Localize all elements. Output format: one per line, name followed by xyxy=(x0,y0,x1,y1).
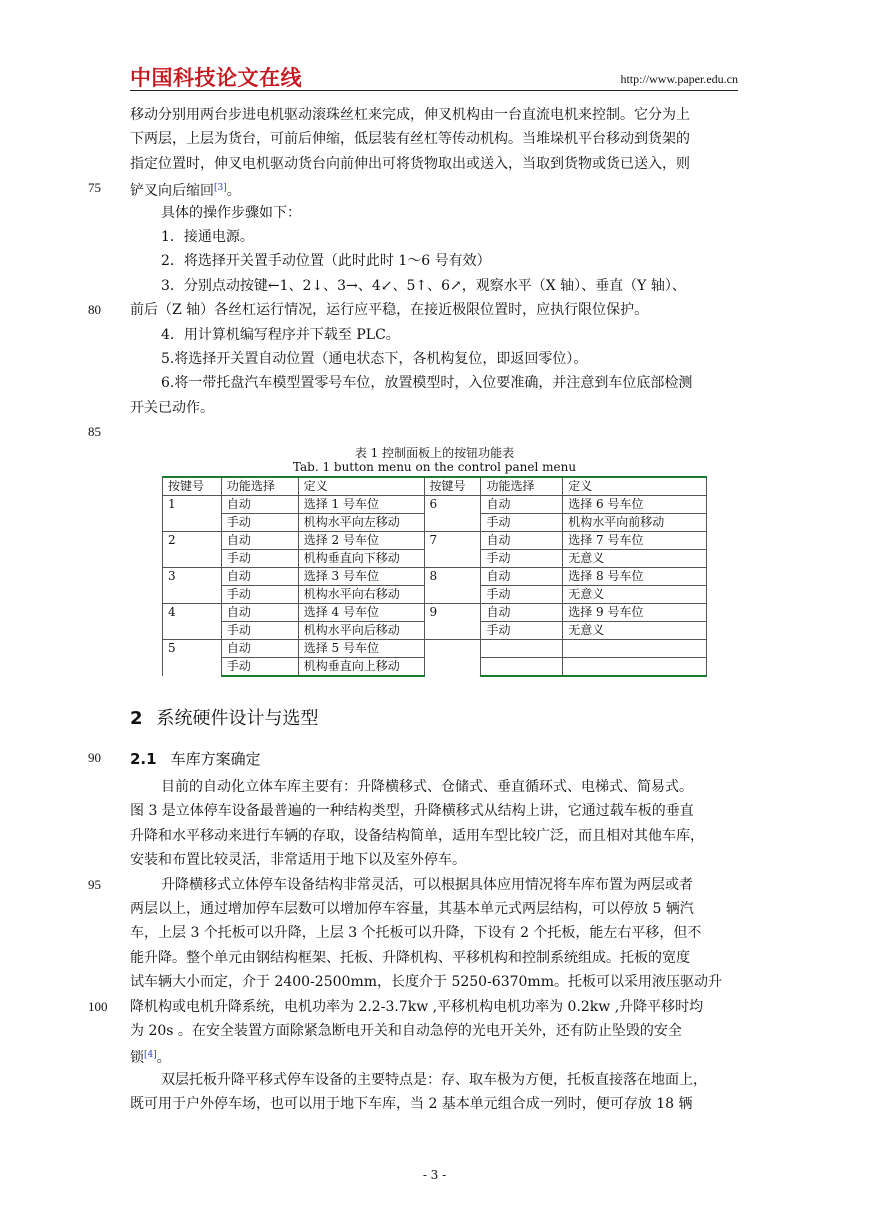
text-line-content: 具体的操作步骤如下： xyxy=(161,204,301,221)
text-line-content: 升降和水平移动来进行车辆的存取，设备结构简单，适用车型比较广泛，而且相对其他车库， xyxy=(130,827,704,844)
table-cell: 选择 7 号车位 xyxy=(563,532,707,550)
table-cell: 自动 xyxy=(221,568,298,586)
text-line-content: 铲叉向后缩回 xyxy=(130,183,214,200)
line-number: 75 xyxy=(88,180,101,196)
key-number-cell: 2 xyxy=(163,532,222,568)
table-cell: 自动 xyxy=(221,640,298,658)
table-cell xyxy=(563,658,707,677)
text-line xyxy=(130,900,694,918)
table-cell: 手动 xyxy=(221,658,298,677)
text-line xyxy=(130,1022,682,1040)
table-header-cell: 功能选择 xyxy=(221,477,298,496)
text-line xyxy=(161,1071,707,1089)
table-cell: 手动 xyxy=(481,514,563,532)
text-line-content: 6.将一带托盘汽车模型置零号车位，放置模型时，入位要准确，并注意到车位底部检测 xyxy=(161,375,693,392)
text-line xyxy=(161,876,693,894)
text-line-content: 降机构或电机升降系统，电机功率为 2.2-3.7kw ,平移机构电机功率为 0.2kw ,升降平移时均 xyxy=(130,998,704,1015)
text-line xyxy=(161,277,686,295)
citation-link[interactable]: [4] xyxy=(144,1050,157,1061)
table-cell: 手动 xyxy=(221,622,298,640)
table-cell: 选择 6 号车位 xyxy=(563,496,707,514)
table-cell: 机构垂直向上移动 xyxy=(298,658,424,677)
subsection-number: 2.1 xyxy=(130,750,157,768)
text-line xyxy=(130,301,648,319)
text-line-content: 4．用计算机编写程序并下载至 PLC。 xyxy=(161,326,400,343)
table-cell: 无意义 xyxy=(563,586,707,604)
key-number-cell: 3 xyxy=(163,568,222,604)
button-function-table xyxy=(162,476,707,677)
table-cell: 选择 8 号车位 xyxy=(563,568,707,586)
text-line xyxy=(130,924,701,942)
text-line-content: 开关已动作。 xyxy=(130,399,214,416)
text-line xyxy=(161,350,587,368)
table-cell: 自动 xyxy=(481,604,563,622)
table-cell: 手动 xyxy=(221,586,298,604)
table-header-cell: 按键号 xyxy=(424,477,481,496)
text-line xyxy=(130,1046,171,1067)
key-number-cell: 6 xyxy=(424,496,481,532)
text-line xyxy=(130,1095,693,1113)
citation-link[interactable]: [3] xyxy=(214,183,227,194)
table-cell: 选择 9 号车位 xyxy=(563,604,707,622)
text-line-content: 图 3 是立体停车设备最普遍的一种结构类型，升降横移式从结构上讲，它通过载车板的垂直 xyxy=(130,803,694,820)
key-number-cell: 5 xyxy=(163,640,222,677)
table-cell: 手动 xyxy=(481,550,563,568)
line-number: 85 xyxy=(88,424,101,440)
table-cell: 选择 5 号车位 xyxy=(298,640,424,658)
table-header-cell: 定义 xyxy=(298,477,424,496)
table-cell xyxy=(481,640,563,658)
text-line-content: 安装和布置比较灵活，非常适用于地下以及室外停车。 xyxy=(130,852,466,869)
text-line-content: 锁 xyxy=(130,1050,144,1067)
table-header-row xyxy=(163,477,707,496)
text-line xyxy=(130,998,703,1016)
table-cell: 手动 xyxy=(221,514,298,532)
text-line-content: 试车辆大小而定，介于 2400-2500mm，长度介于 5250-6370mm。托板可以采用液压驱动升 xyxy=(130,974,722,991)
section-title: 系统硬件设计与选型 xyxy=(156,708,319,729)
text-line xyxy=(130,802,694,820)
table-row xyxy=(163,496,707,514)
table-cell: 自动 xyxy=(481,496,563,514)
table-cell: 自动 xyxy=(481,532,563,550)
table-cell: 手动 xyxy=(481,622,563,640)
table-caption-cn: 表 1 控制面板上的按钮功能表 xyxy=(354,446,515,460)
text-line xyxy=(161,228,254,246)
table-row xyxy=(163,532,707,550)
text-line-content: 1．接通电源。 xyxy=(161,229,254,245)
table-cell: 自动 xyxy=(221,532,298,550)
table-cell: 选择 2 号车位 xyxy=(298,532,424,550)
text-line xyxy=(130,106,690,124)
page-header xyxy=(130,62,738,91)
text-line-content: 5.将选择开关置自动位置（通电状态下，各机构复位，即返回零位）。 xyxy=(161,351,588,367)
table-header-cell: 按键号 xyxy=(163,477,222,496)
text-line-tail: 。 xyxy=(156,1050,171,1067)
text-line xyxy=(130,399,214,417)
text-line xyxy=(130,155,690,173)
key-number-cell: 8 xyxy=(424,568,481,604)
table-cell: 自动 xyxy=(221,496,298,514)
text-line-content: 两层以上，通过增加停车层数可以增加停车容量，其基本单元式两层结构，可以停放 5 辆汽 xyxy=(130,901,694,917)
key-number-cell xyxy=(424,640,481,677)
line-number: 100 xyxy=(88,998,108,1014)
section-heading xyxy=(130,704,319,730)
text-line-content: 升降横移式立体停车设备结构非常灵活，可以根据具体应用情况将车库布置为两层或者 xyxy=(161,876,693,893)
key-number-cell: 4 xyxy=(163,604,222,640)
table-header-cell: 功能选择 xyxy=(481,477,563,496)
table-cell: 手动 xyxy=(221,550,298,568)
text-line-tail: 。 xyxy=(226,183,241,200)
section-number: 2 xyxy=(130,708,143,729)
text-line-content: 能升降。整个单元由钢结构框架、托板、升降机构、平移机构和控制系统组成。托板的宽度 xyxy=(130,949,690,966)
site-url[interactable]: http://www.paper.edu.cn xyxy=(620,72,738,86)
line-number: 95 xyxy=(88,876,101,892)
table-row xyxy=(163,604,707,622)
text-line xyxy=(130,827,704,845)
text-line-content: 前后（Z 轴）各丝杠运行情况，运行应平稳，在接近极限位置时，应执行限位保护。 xyxy=(130,302,649,319)
table-cell: 机构水平向左移动 xyxy=(298,514,424,532)
text-line xyxy=(130,179,241,200)
table-cell: 机构水平向前移动 xyxy=(563,514,707,532)
key-number-cell: 7 xyxy=(424,532,481,568)
table-cell: 选择 3 号车位 xyxy=(298,568,424,586)
table-cell xyxy=(563,640,707,658)
key-number-cell: 1 xyxy=(163,496,222,532)
table-cell: 机构水平向后移动 xyxy=(298,622,424,640)
text-line xyxy=(161,204,301,222)
table-cell: 无意义 xyxy=(563,550,707,568)
text-line-content: 移动分别用两台步进电机驱动滚珠丝杠来完成，伸叉机构由一台直流电机来控制。它分为上 xyxy=(130,107,690,123)
text-line-content: 为 20s 。在安全装置方面除紧急断电开关和自动急停的光电开关外，还有防止坠毁的安全 xyxy=(130,1023,682,1039)
text-line xyxy=(161,374,692,392)
table-header-cell: 定义 xyxy=(563,477,707,496)
text-line-content: 车，上层 3 个托板可以升降，上层 3 个托板可以升降，下设有 2 个托板，能左右平移，但不 xyxy=(130,925,702,942)
subsection-heading xyxy=(130,748,261,769)
text-line xyxy=(130,851,466,869)
table-cell: 选择 1 号车位 xyxy=(298,496,424,514)
table-row xyxy=(163,640,707,658)
table-cell: 选择 4 号车位 xyxy=(298,604,424,622)
text-line xyxy=(130,973,722,991)
subsection-title: 车库方案确定 xyxy=(170,750,261,768)
table-cell: 自动 xyxy=(481,568,563,586)
table-cell: 机构垂直向下移动 xyxy=(298,550,424,568)
site-logo: 中国科技论文在线 xyxy=(130,66,302,90)
table-row xyxy=(163,568,707,586)
text-line-content: 下两层，上层为货台，可前后伸缩，低层装有丝杠等传动机构。当堆垛机平台移动到货架的 xyxy=(130,131,690,148)
page-number: - 3 - xyxy=(422,1168,447,1182)
text-line xyxy=(130,130,690,148)
line-number: 80 xyxy=(88,302,101,318)
line-number: 90 xyxy=(88,750,101,765)
table-cell: 无意义 xyxy=(563,622,707,640)
text-line-content: 3．分别点动按键←1、2↓、3→、4↙、5↑、6↗，观察水平（X 轴）、垂直（Y 轴）、 xyxy=(161,277,686,294)
key-number-cell: 9 xyxy=(424,604,481,640)
text-line xyxy=(161,778,693,796)
text-line xyxy=(161,326,400,344)
table-caption-en: Tab. 1 button menu on the control panel menu xyxy=(292,460,577,474)
text-line-content: 既可用于户外停车场，也可以用于地下车库，当 2 基本单元组合成一列时，便可存放 18 辆 xyxy=(130,1096,693,1113)
table-cell: 手动 xyxy=(481,586,563,604)
text-line-content: 目前的自动化立体车库主要有：升降横移式、仓储式、垂直循环式、电梯式、简易式。 xyxy=(161,779,693,795)
table-cell: 自动 xyxy=(221,604,298,622)
table-cell: 机构水平向右移动 xyxy=(298,586,424,604)
text-line xyxy=(161,252,491,270)
table-cell xyxy=(481,658,563,677)
text-line-content: 指定位置时，伸叉电机驱动货台向前伸出可将货物取出或送入，当取到货物或货已送入，则 xyxy=(130,155,690,172)
text-line-content: 双层托板升降平移式停车设备的主要特点是：存、取车极为方便，托板直接落在地面上， xyxy=(161,1071,707,1088)
text-line-content: 2．将选择开关置手动位置（此时此时 1～6 号有效） xyxy=(161,253,491,270)
text-line xyxy=(130,949,690,967)
